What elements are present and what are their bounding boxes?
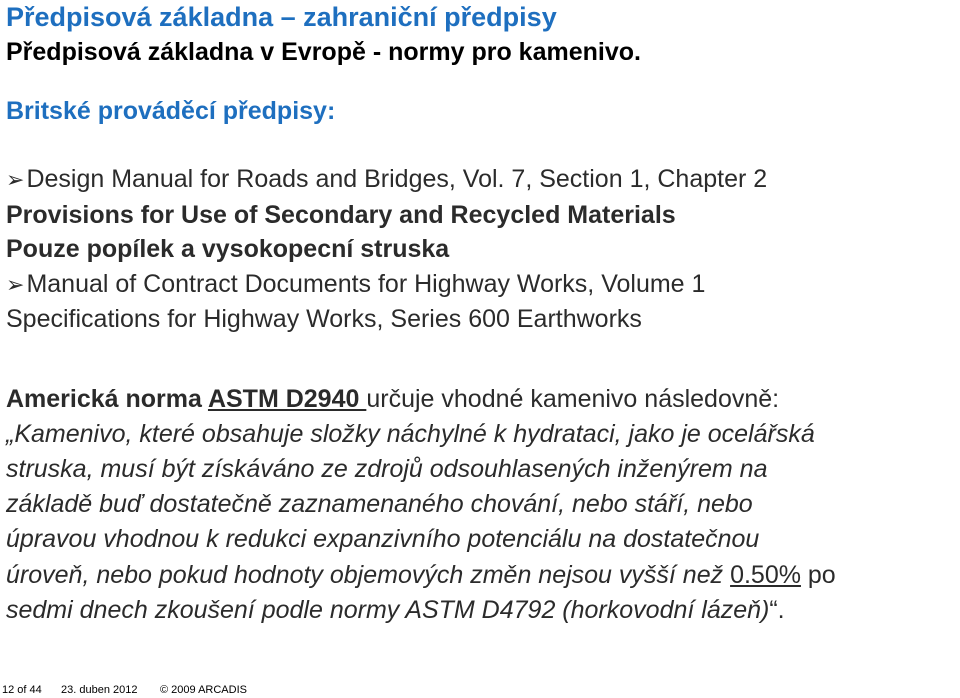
limit-value: 0.50% [730, 561, 801, 589]
bullet-subline: Provisions for Use of Secondary and Recycled Materials [6, 201, 676, 229]
page-number: 12 of 44 [2, 684, 42, 696]
bullet-subline: Pouze popílek a vysokopecní struska [6, 235, 450, 263]
quote-line: „Kamenivo, které obsahuje složky náchylné k hydrataci, jako je ocelářská [6, 420, 815, 448]
british-heading: Britské prováděcí předpisy: [6, 97, 336, 125]
standard-link: ASTM D2940 [207, 385, 367, 413]
quote-text: úroveň, nebo pokud hodnoty objemových změn nejsou vyšší než [6, 561, 731, 589]
arrow-bullet-icon: ➢ [6, 272, 25, 297]
quote-text: po [800, 561, 836, 589]
american-lead [6, 385, 779, 414]
arrow-bullet-icon: ➢ [6, 167, 25, 192]
quote-line [6, 561, 836, 590]
quote-text: sedmi dnech zkoušení podle normy ASTM D4792 (horkovodní lázeň) [6, 596, 770, 624]
quote-end: “. [769, 596, 785, 624]
lead-rest: určuje vhodné kamenivo následovně: [366, 385, 780, 413]
bullet-text: Design Manual for Roads and Bridges, Vol. 7, Section 1, Chapter 2 [26, 165, 768, 193]
bullet-item [6, 165, 767, 194]
quote-line [6, 596, 785, 625]
bullet-item [6, 270, 705, 299]
slide-subtitle: Předpisová základna v Evropě - normy pro kamenivo. [6, 38, 641, 66]
quote-line: úpravou vhodnou k redukci expanzivního potenciálu na dostatečnou [6, 525, 760, 553]
bullet-subline: Specifications for Highway Works, Series 600 Earthworks [6, 305, 642, 333]
lead-bold: Americká norma [6, 385, 208, 413]
footer-date: 23. duben 2012 [61, 684, 138, 696]
slide-title: Předpisová základna – zahraniční předpisy [6, 2, 557, 32]
quote-line: struska, musí být získáváno ze zdrojů odsouhlasených inženýrem na [6, 455, 768, 483]
copyright: © 2009 ARCADIS [160, 684, 247, 696]
quote-line: základě buď dostatečně zaznamenaného chování, nebo stáří, nebo [6, 490, 753, 518]
bullet-text: Manual of Contract Documents for Highway Works, Volume 1 [26, 270, 706, 298]
